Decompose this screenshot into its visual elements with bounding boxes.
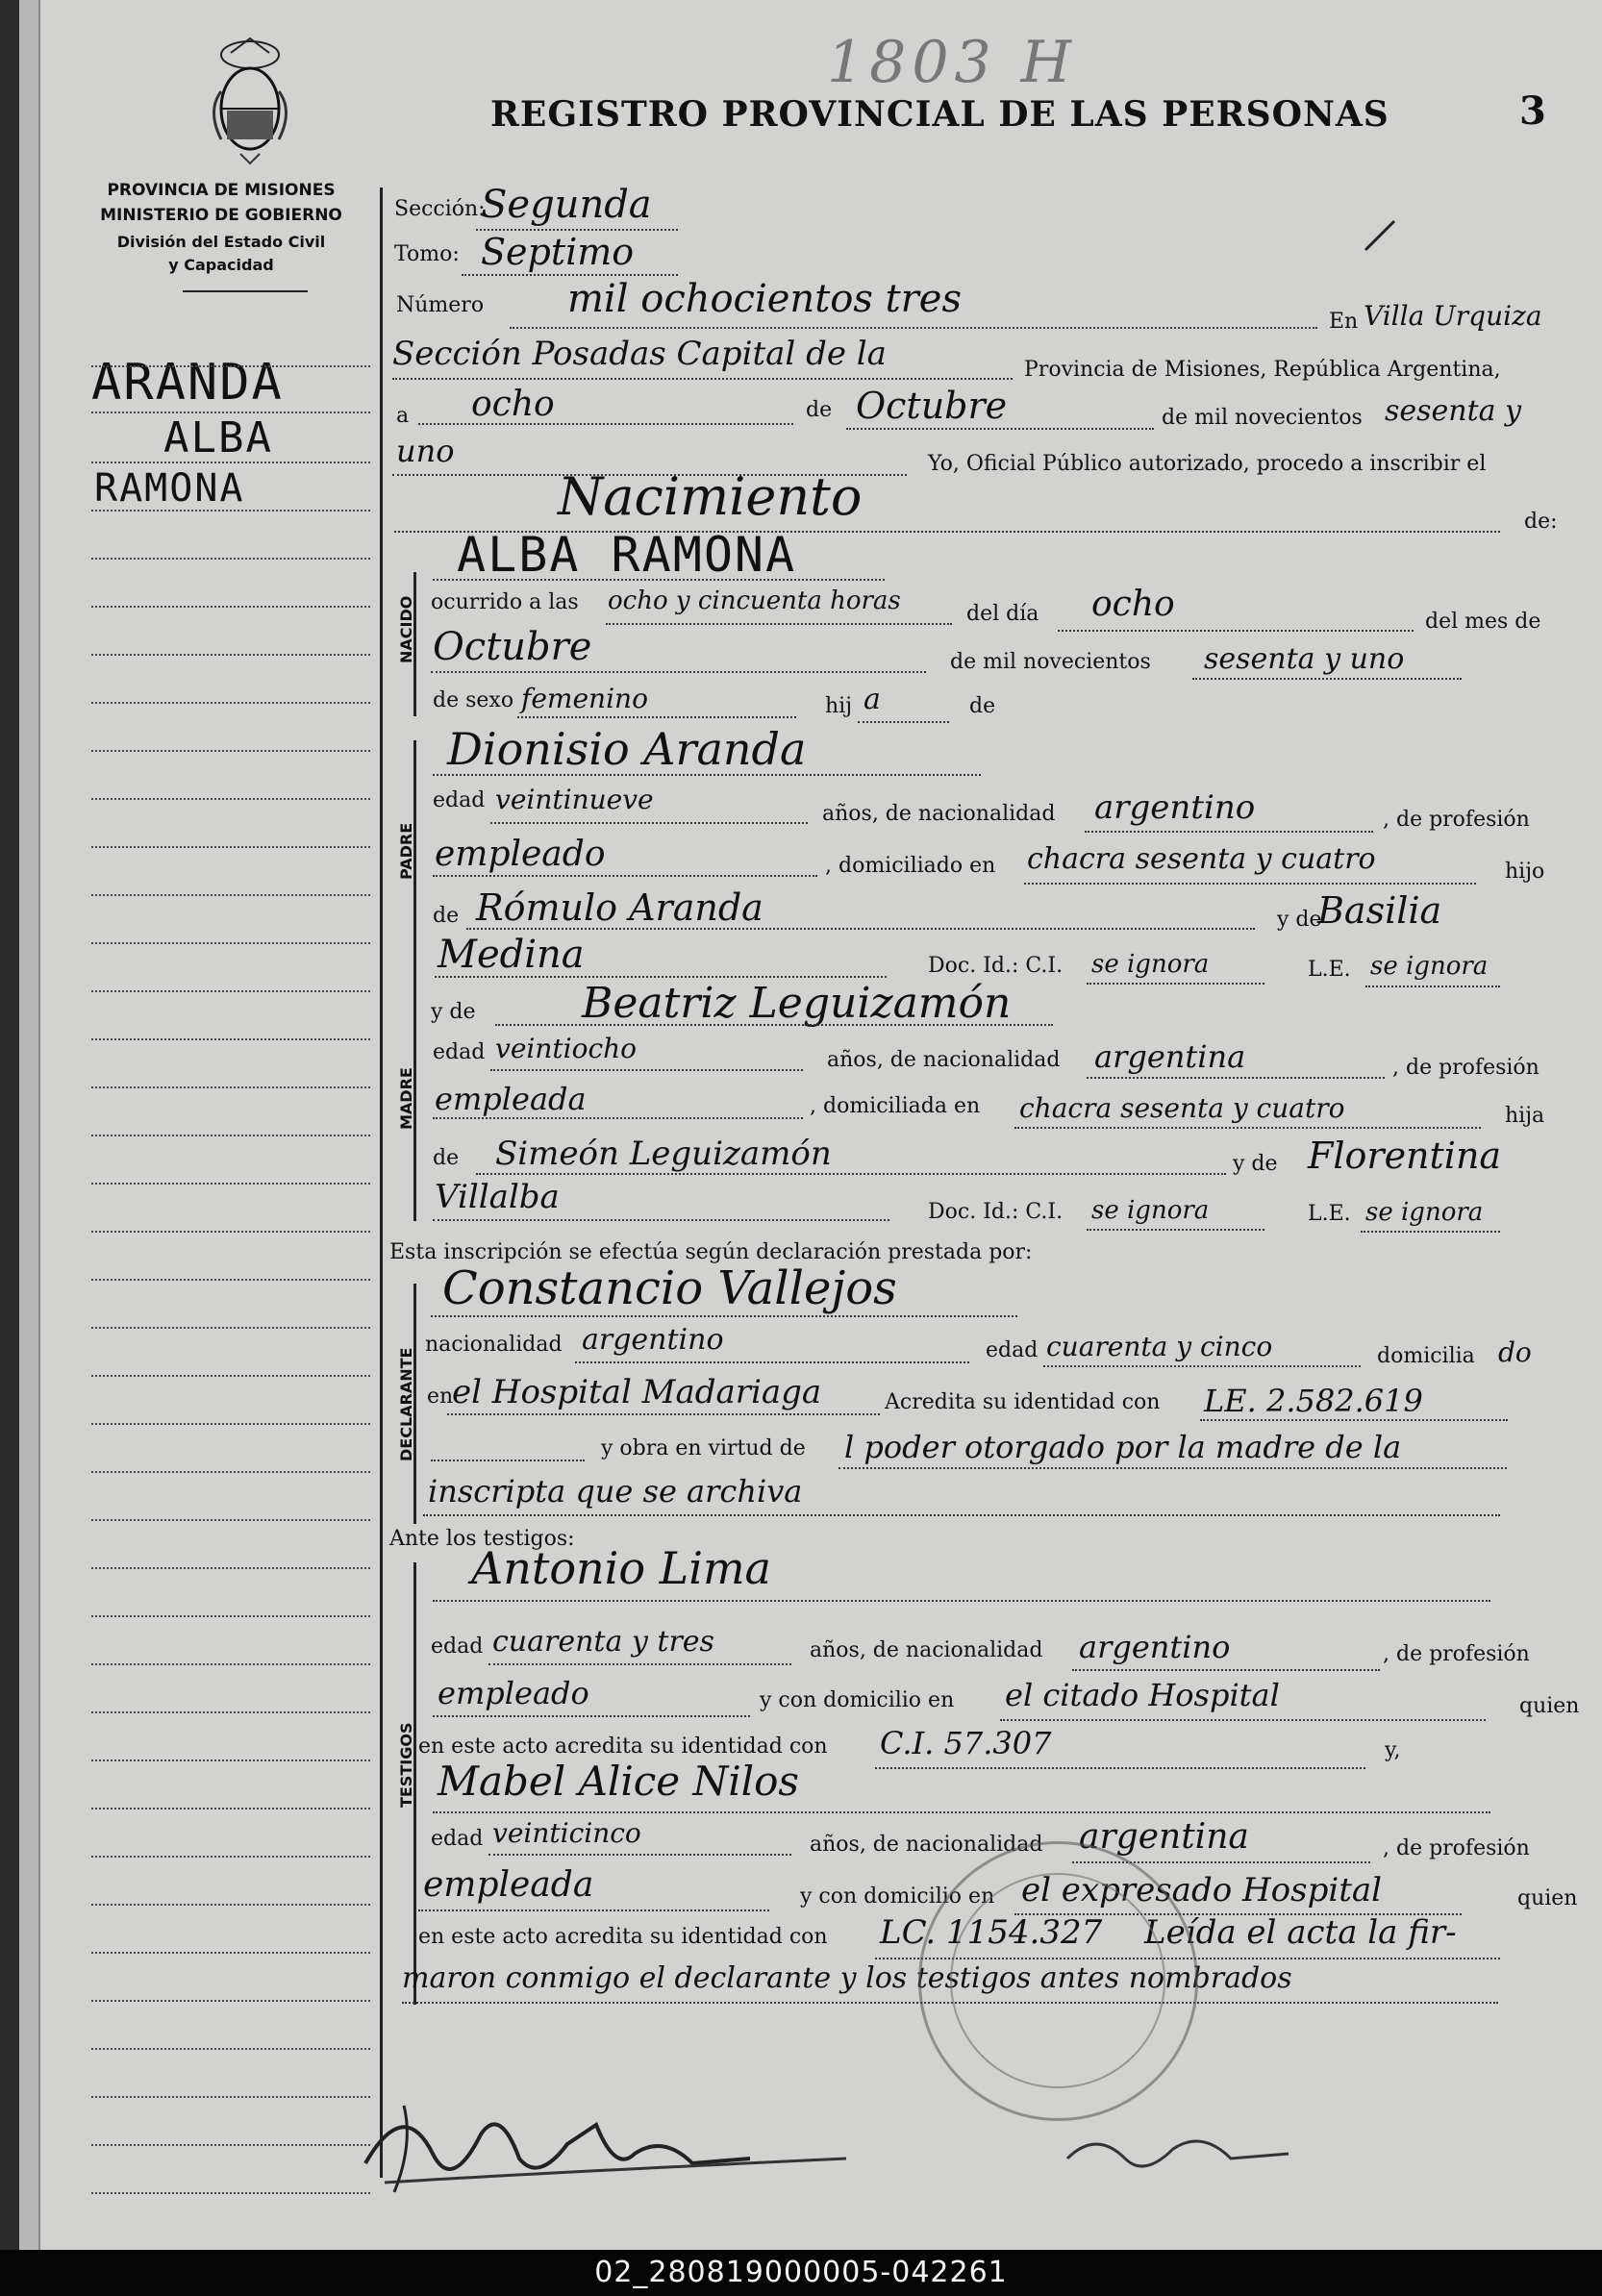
padre-yde-label: y de <box>1277 908 1322 932</box>
madre-father-line <box>476 1173 1226 1175</box>
archive-number-handwritten: 1803 H <box>827 29 1078 96</box>
issuer-province: PROVINCIA DE MISIONES <box>107 181 336 200</box>
testigo1-nac-label: años, de nacionalidad <box>810 1638 1043 1662</box>
de-label: de <box>806 398 833 422</box>
madre-mother-line <box>433 1219 889 1221</box>
testigo2-quien-label: quien <box>1517 1886 1578 1910</box>
issuer-divider <box>183 290 308 292</box>
official-seal-stamp <box>918 1841 1198 2121</box>
coat-of-arms-emblem <box>202 34 298 168</box>
padre-name-line <box>433 774 981 776</box>
testigo2-edad-value: veinticinco <box>492 1817 641 1849</box>
declarante-obra-value-1: l poder otorgado por la madre de la <box>844 1429 1402 1465</box>
official-signature <box>1058 2101 1308 2187</box>
birth-day-line <box>1058 630 1414 632</box>
declarante-id-value: LE. 2.582.619 <box>1204 1383 1423 1419</box>
testigo2-prof-label: , de profesión <box>1383 1836 1530 1860</box>
birth-month-value: Octubre <box>433 625 592 669</box>
year-value-1: sesenta y <box>1385 394 1522 428</box>
testigo1-edad-label: edad <box>431 1635 484 1659</box>
declarante-acredita-label: Acredita su identidad con <box>885 1390 1161 1414</box>
madre-le-label: L.E. <box>1308 1202 1351 1226</box>
declarante-obra-value-2: inscripta que se archiva <box>428 1473 803 1510</box>
madre-edad-line <box>490 1069 803 1071</box>
madre-prof-line <box>433 1117 803 1119</box>
madre-nac-value: argentina <box>1094 1038 1246 1075</box>
declarant-signature <box>346 2067 885 2211</box>
declarante-edad-line <box>1043 1365 1361 1367</box>
padre-nac-value: argentino <box>1094 788 1256 827</box>
padre-prof-line <box>433 875 817 877</box>
act-value: Nacimiento <box>558 466 863 527</box>
margin-given-name-1: ALBA <box>163 413 273 462</box>
testigo1-edad-value: cuarenta y tres <box>492 1625 714 1659</box>
tomo-label: Tomo: <box>394 242 460 266</box>
main-vertical-rule <box>380 187 383 2178</box>
date-day-line <box>418 423 793 425</box>
place-value: Sección Posadas Capital de la <box>392 335 887 373</box>
oficial-text: Yo, Oficial Público autorizado, procedo a inscribir el <box>928 452 1487 476</box>
madre-nac-line <box>1087 1077 1385 1079</box>
testigo1-y-label: y, <box>1385 1738 1401 1762</box>
scan-footer-id: 02_280819000005-042261 <box>0 2250 1602 2296</box>
testigo1-acredita-label: en este acto acredita su identidad con <box>418 1734 828 1759</box>
declarante-edad-label: edad <box>986 1338 1039 1362</box>
birth-year-label: de mil novecientos <box>950 650 1151 674</box>
padre-edad-label: edad <box>433 788 486 812</box>
madre-dom-line <box>1014 1127 1481 1129</box>
date-month-line <box>846 428 1154 430</box>
declarante-nac-line <box>575 1361 969 1363</box>
register-title: REGISTRO PROVINCIAL DE LAS PERSONAS <box>490 94 1389 135</box>
numero-label: Número <box>396 293 485 317</box>
padre-dom-line <box>1024 883 1476 885</box>
madre-yde-label: y de <box>431 1000 476 1024</box>
testigo1-dom-value: el citado Hospital <box>1005 1677 1280 1713</box>
declarante-obra-line-2 <box>423 1514 1500 1516</box>
numero-line <box>510 327 1317 329</box>
madre-prof-value: empleada <box>435 1081 587 1117</box>
birth-year-value: sesenta y uno <box>1204 642 1405 676</box>
hij-label: hij <box>825 694 853 718</box>
madre-ci-line <box>1087 1229 1264 1231</box>
page-binding-edge <box>19 0 40 2250</box>
testigo2-name-value: Mabel Alice Nilos <box>438 1758 799 1805</box>
declarante-obra-label: y obra en virtud de <box>601 1436 806 1460</box>
numero-value: mil ochocientos tres <box>567 277 962 321</box>
place-line <box>392 378 1013 380</box>
declarante-dom-suffix: do <box>1498 1336 1532 1368</box>
madre-mother-value-2: Villalba <box>435 1178 560 1216</box>
padre-le-line <box>1365 986 1500 987</box>
hour-value: ocho y cincuenta horas <box>608 586 901 615</box>
declarante-en-prefix: en <box>427 1385 454 1409</box>
declarante-dom-label: domicilia <box>1377 1344 1475 1368</box>
padre-le-value: se ignora <box>1370 952 1489 981</box>
padre-edad-line <box>490 822 808 824</box>
declarante-dom-line <box>447 1413 880 1415</box>
year-value-2: uno <box>396 433 455 469</box>
testigo2-dom-value: el expresado Hospital <box>1021 1871 1383 1909</box>
madre-mother-value-1: Florentina <box>1308 1135 1502 1177</box>
declarante-id-line <box>1200 1419 1508 1421</box>
birth-month-line <box>431 671 926 673</box>
declarante-name-value: Constancio Vallejos <box>442 1261 897 1315</box>
hour-line <box>606 623 952 625</box>
padre-ci-line <box>1087 983 1264 985</box>
page-number: 3 <box>1519 88 1546 134</box>
issuer-capacity: y Capacidad <box>168 256 274 274</box>
padre-father-value: Rómulo Aranda <box>476 886 763 929</box>
madre-yde2-label: y de <box>1233 1152 1278 1176</box>
madre-dom-value: chacra sesenta y cuatro <box>1019 1092 1345 1124</box>
padre-father-line <box>466 928 1255 930</box>
testigo2-edad-line <box>488 1854 791 1856</box>
sexo-label: de sexo <box>433 688 514 712</box>
testigo1-name-value: Antonio Lima <box>471 1542 771 1594</box>
madre-edad-label: edad <box>433 1040 486 1064</box>
madre-name-value: Beatriz Leguizamón <box>582 979 1012 1028</box>
a-label: a <box>396 404 410 428</box>
madre-dom-label: , domiciliada en <box>810 1094 981 1118</box>
hij-value: a <box>864 683 881 716</box>
testigo2-name-line <box>433 1811 1490 1813</box>
issuer-division: División del Estado Civil <box>116 233 326 251</box>
declarante-edad-value: cuarenta y cinco <box>1046 1331 1273 1362</box>
testigo1-prof-value: empleado <box>438 1675 589 1711</box>
sexo-line <box>517 716 796 718</box>
del-dia-label: del día <box>966 602 1039 626</box>
testigo1-prof-line <box>433 1715 750 1717</box>
margin-surname: ARANDA <box>91 354 284 412</box>
madre-ci-value: se ignora <box>1091 1196 1210 1225</box>
padre-doc-label: Doc. Id.: C.I. <box>928 954 1064 978</box>
declarante-obra-pre-line <box>431 1460 585 1461</box>
testigo1-nac-value: argentino <box>1079 1629 1231 1665</box>
padre-prof-value: empleado <box>435 835 606 874</box>
de-colon: de: <box>1524 510 1558 534</box>
margin-given-name-2: RAMONA <box>94 466 245 511</box>
issuer-ministry: MINISTERIO DE GOBIERNO <box>100 206 342 225</box>
padre-nac-line <box>1085 831 1373 833</box>
madre-hija-label: hija <box>1505 1104 1545 1128</box>
testigo1-quien-label: quien <box>1519 1694 1580 1718</box>
sexo-value: femenino <box>521 683 648 714</box>
testigo2-acredita-label: en este acto acredita su identidad con <box>418 1925 828 1949</box>
declarante-name-line <box>431 1315 1017 1317</box>
testigo1-dom-line <box>1000 1719 1486 1721</box>
madre-name-line <box>495 1024 1053 1026</box>
seccion-label: Sección: <box>394 197 486 221</box>
nacido-name-value: ALBA RAMONA <box>457 527 797 583</box>
nacido-section-label: NACIDO <box>397 595 415 663</box>
en-label: En <box>1329 310 1359 334</box>
tomo-line <box>462 274 678 276</box>
year-label: de mil novecientos <box>1162 406 1363 430</box>
seccion-value: Segunda <box>481 183 652 227</box>
testigo2-dom-label: y con domicilio en <box>800 1884 995 1909</box>
madre-prof-label: , de profesión <box>1392 1056 1539 1080</box>
ocurrido-label: ocurrido a las <box>431 590 579 614</box>
testigo2-prof-line <box>418 1909 769 1911</box>
del-mes-label: del mes de <box>1425 610 1541 634</box>
nacido-name-line <box>433 579 885 581</box>
padre-hijo-label: hijo <box>1505 860 1545 884</box>
padre-le-label: L.E. <box>1308 958 1351 982</box>
testigo1-edad-line <box>488 1663 791 1665</box>
testigo1-id-line <box>875 1767 1365 1769</box>
birth-year-line <box>1192 678 1462 680</box>
padre-prof-label: , de profesión <box>1383 808 1530 832</box>
madre-edad-value: veintiocho <box>495 1033 638 1064</box>
madre-nac-label: años, de nacionalidad <box>827 1048 1061 1072</box>
padre-dom-value: chacra sesenta y cuatro <box>1027 842 1376 876</box>
padre-name-value: Dionisio Aranda <box>447 723 807 775</box>
testigo1-id-value: C.I. 57.307 <box>880 1725 1052 1761</box>
testigo1-dom-label: y con domicilio en <box>760 1688 955 1712</box>
date-day-value: ocho <box>471 385 555 424</box>
date-month-value: Octubre <box>856 385 1008 427</box>
padre-nac-label: años, de nacionalidad <box>822 802 1056 826</box>
testigo2-prof-value: empleada <box>423 1865 594 1905</box>
provincia-text: Provincia de Misiones, República Argentina, <box>1024 358 1501 382</box>
testigos-intro: Ante los testigos: <box>389 1527 575 1551</box>
testigo1-prof-label: , de profesión <box>1383 1642 1530 1666</box>
padre-edad-value: veintinueve <box>495 784 654 815</box>
madre-le-line <box>1361 1231 1500 1233</box>
tomo-value: Septimo <box>481 231 635 273</box>
nacido-de-label: de <box>969 694 996 718</box>
madre-section-label: MADRE <box>397 1067 415 1130</box>
en-value: Villa Urquiza <box>1364 300 1542 332</box>
birth-day-value: ocho <box>1091 585 1175 624</box>
registry-page <box>19 0 1602 2250</box>
hij-line <box>858 721 949 723</box>
declarante-nac-value: argentino <box>582 1323 724 1357</box>
testigo1-name-line <box>433 1600 1490 1602</box>
declarante-nac-label: nacionalidad <box>425 1333 563 1357</box>
padre-section-label: PADRE <box>397 822 415 880</box>
declarante-intro: Esta inscripción se efectúa según declaración prestada por: <box>389 1240 1033 1264</box>
padre-mother-line <box>435 976 887 978</box>
closing-text-1: Leída el acta la fir- <box>1144 1913 1457 1952</box>
testigo2-nac-value: argentina <box>1079 1817 1249 1857</box>
testigo2-id-value: LC. 1154.327 <box>880 1913 1103 1952</box>
closing-text-2: maron conmigo el declarante y los testigos antes nombrados <box>402 1961 1292 1995</box>
padre-de-label: de <box>433 904 460 928</box>
testigo2-nac-label: años, de nacionalidad <box>810 1833 1043 1857</box>
madre-de-label: de <box>433 1146 460 1170</box>
padre-mother-value-2: Medina <box>438 933 585 977</box>
madre-le-value: se ignora <box>1365 1198 1484 1227</box>
declarante-section-label: DECLARANTE <box>397 1347 415 1461</box>
padre-mother-value-1: Basilia <box>1317 889 1442 932</box>
check-mark-stroke <box>1361 216 1399 255</box>
testigos-section-label: TESTIGOS <box>397 1722 415 1808</box>
madre-father-value: Simeón Leguizamón <box>495 1135 832 1173</box>
madre-doc-label: Doc. Id.: C.I. <box>928 1200 1064 1224</box>
testigo1-nac-line <box>1072 1669 1380 1671</box>
declarante-dom-value: el Hospital Madariaga <box>452 1373 822 1411</box>
padre-dom-label: , domiciliado en <box>825 854 996 878</box>
padre-ci-value: se ignora <box>1091 950 1210 979</box>
declarante-obra-line-1 <box>839 1467 1507 1469</box>
testigo2-edad-label: edad <box>431 1827 484 1851</box>
